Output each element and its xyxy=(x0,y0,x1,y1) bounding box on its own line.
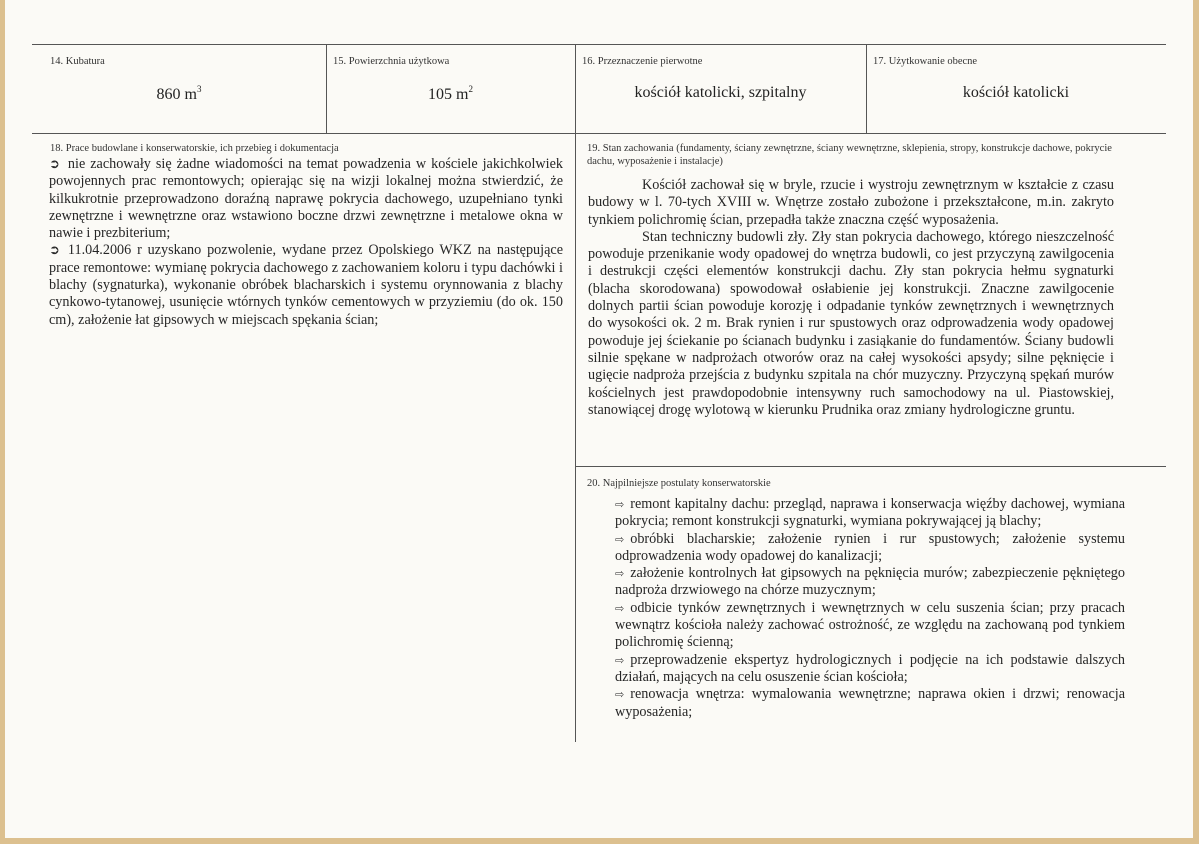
row1-bottom-rule xyxy=(32,133,1166,134)
paragraph: Stan techniczny budowli zły. Zły stan pokrycia dachowego, którego nieszczelność powoduje przenikanie wody opadowej do wnętrza budowli, co jest przyczyną zawilgocenia i destrukcji części elementów konstrukcji dachu. Zły stan pokrycia hełmu sygnaturki (blacha skorodowana) spowodował osłabienie jej konstrukcji. Znaczne zawilgocenie dolnych partii ścian powoduje korozję i odpadanie tynków zewnętrznych i wewnętrznych do wysokości ok. 2 m. Brak rynien i rur spustowych oraz odprowadzenia wody opadowej powoduje jej ściekanie po ścianach budynku i zasiąkanie do fundamentów. Ściany budowli silnie spękane w nadprożach otworów oraz na całej wysokości apsydy; silne pęknięcie i ugięcie nadproża przejścia z budynku szpitala na chór muzyczny. Przyczyną spękań murów kościelnych jest prawdopodobnie intensywny ruch samochodowy na ul. Piastowskiej, stanowiącej drogę wylotową w kierunku Prudnika oraz zmiany hydrologiczne gruntu. xyxy=(588,228,1114,418)
list-item: ⇨ założenie kontrolnych łat gipsowych na pęknięcia murów; zabezpieczenie pękniętego nadproża drzwiowego na chórze muzycznym; xyxy=(615,565,1125,599)
list-item: ➲ 11.04.2006 r uzyskano pozwolenie, wydane przez Opolskiego WKZ na następujące prace remontowe: wymianę pokrycia dachowego z zachowaniem koloru i typu dachówki i blachy (sygnaturka), wykonanie obróbek blacharskich i systemu orynnowania z blachy cynkowo-tytanowej, usunięcie wtórnych tynków cementowych w przyziemiu (do ok. 150 cm), założenie łat gipsowych w miejscach spękania ścian; xyxy=(49,242,563,328)
field-19-content xyxy=(588,177,1114,419)
right-arrow-bullet-icon: ⇨ xyxy=(615,688,625,702)
form-page xyxy=(5,0,1193,838)
list-item: ⇨ odbicie tynków zewnętrznych i wewnętrznych w celu suszenia ścian; przy pracach wewnątrz kościoła należy zachować ostrożność, ze względu na zachowaną pod tynkiem polichromię ścienną; xyxy=(615,599,1125,651)
field-16-label: 16. Przeznaczenie pierwotne xyxy=(582,56,703,67)
kubatura-value: 860 m xyxy=(156,86,197,103)
right-arrow-bullet-icon: ⇨ xyxy=(615,567,625,581)
area-unit-exponent: 2 xyxy=(468,84,473,94)
field-16-value: kościół katolicki, szpitalny xyxy=(634,84,807,101)
field-15-value xyxy=(326,84,575,104)
field-14-value xyxy=(32,84,326,104)
right-arrow-bullet-icon: ⇨ xyxy=(615,653,625,667)
paragraph: Kościół zachował się w bryle, rzucie i wystroju zewnętrznym w kształcie z czasu budowy w l. 70-tych XVIII w. Wnętrze zostało zubożone i przekształcone, m.in. zakryto tynkiem polichromię ścian, przepadła także znaczna część wyposażenia. xyxy=(588,177,1114,228)
curved-arrow-bullet-icon: ➲ xyxy=(49,157,60,172)
list-item: ➲ nie zachowały się żadne wiadomości na temat powadzenia w kościele jakichkolwiek powojennych prac remontowych; opierając się na wizji lokalnej można stwierdzić, że kilkukrotnie przeprowadzono doraźną naprawę pokrycia dachowego, uzupełniano tynki zewnętrzne i wewnętrzne oraz wstawiono boczne drzwi zewnętrzne i metalowe okna w nawie i prezbiterium; xyxy=(49,156,563,242)
field-19-label: 19. Stan zachowania (fundamenty, ściany zewnętrzne, ściany wewnętrzne, sklepienia, stropy, konstrukcje dachowe, pokrycie dachu, wyposażenie i instalacje) xyxy=(587,143,1112,167)
field-18-label: 18. Prace budowlane i konserwatorskie, ich przebieg i dokumentacja xyxy=(50,143,339,154)
field-17-label: 17. Użytkowanie obecne xyxy=(873,56,978,67)
right-arrow-bullet-icon: ⇨ xyxy=(615,498,625,511)
field-20-content xyxy=(615,496,1125,721)
top-rule xyxy=(32,44,1166,45)
list-item: ⇨ remont kapitalny dachu: przegląd, naprawa i konserwacja więźby dachowej, wymiana pokrycia; remont konstrukcji sygnaturki, wymiana pokrywającej ją blachy; xyxy=(615,496,1125,530)
right-arrow-bullet-icon: ⇨ xyxy=(615,532,625,546)
right-arrow-bullet-icon: ⇨ xyxy=(615,601,625,615)
curved-arrow-bullet-icon: ➲ xyxy=(49,243,60,259)
area-value: 105 m xyxy=(428,86,469,103)
field-14-label: 14. Kubatura xyxy=(50,56,105,67)
list-item: ⇨ przeprowadzenie ekspertyz hydrologicznych i podjęcie na ich podstawie dalszych działań, mających na celu osuszenie ścian kościoła; xyxy=(615,651,1125,685)
field-18-content xyxy=(49,156,563,329)
list-item: ⇨ obróbki blacharskie; założenie rynien i rur spustowych; założenie systemu odprowadzenia wody opadowej do kanalizacji; xyxy=(615,530,1125,564)
field-17-value: kościół katolicki xyxy=(962,84,1070,101)
divider-19-20 xyxy=(575,466,1166,467)
field-15-label: 15. Powierzchnia użytkowa xyxy=(333,56,450,67)
divider-15-16 xyxy=(575,44,576,742)
kubatura-unit-exponent: 3 xyxy=(196,84,202,94)
list-item: ⇨ renowacja wnętrza: wymalowania wewnętrzne; naprawa okien i drzwi; renowacja wyposażenia; xyxy=(615,686,1125,720)
field-20-label: 20. Najpilniejsze postulaty konserwatorskie xyxy=(587,478,771,489)
